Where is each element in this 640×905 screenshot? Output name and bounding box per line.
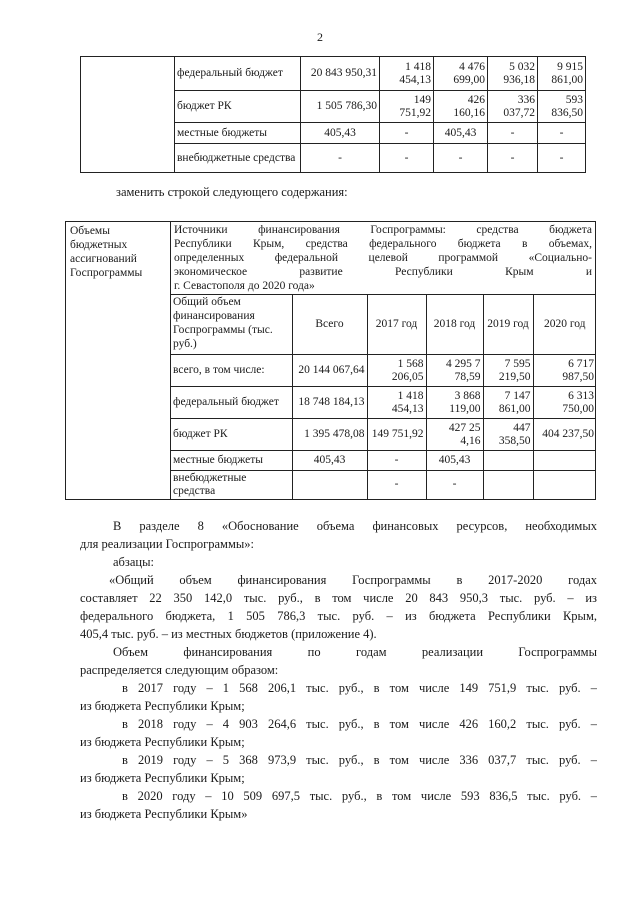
text-line: для реализации Госпрограммы»: bbox=[80, 537, 254, 551]
table-row bbox=[171, 387, 596, 419]
total-cell: 20 144 067,64 bbox=[292, 355, 367, 387]
text-line: в 2017 году – 1 568 206,1 тыс. руб., в том числе 149 751,9 тыс. руб. – bbox=[122, 681, 597, 695]
table-header-row bbox=[171, 295, 596, 355]
source-label: федеральный бюджет bbox=[171, 387, 292, 419]
year-cell: 1 418 454,13 bbox=[367, 387, 426, 419]
total-cell: 18 748 184,13 bbox=[292, 387, 367, 419]
source-label: местные бюджеты bbox=[175, 123, 301, 144]
sources-line: Республики Крым, средства федерального бюджета в объемах, bbox=[174, 238, 592, 250]
text-line: федерального бюджета, 1 505 786,3 тыс. руб. – из бюджета Республики Крым, bbox=[80, 609, 597, 623]
year-cell: 405,43 bbox=[434, 123, 488, 144]
total-cell: 1 395 478,08 bbox=[292, 419, 367, 451]
text-line: 405,4 тыс. руб. – из местных бюджетов (приложение 4). bbox=[80, 627, 377, 641]
body-text bbox=[80, 517, 597, 823]
total-cell: 20 843 950,31 bbox=[301, 57, 380, 91]
sources-line: Источники финансирования Госпрограммы: средства бюджета bbox=[174, 224, 592, 236]
table-row bbox=[171, 471, 596, 499]
old-funding-table bbox=[80, 56, 586, 173]
column-header-label: Общий объем финансирования Госпрограммы (тыс. руб.) bbox=[171, 295, 292, 355]
year-cell: - bbox=[538, 144, 586, 173]
text-line: из бюджета Республики Крым; bbox=[80, 735, 245, 749]
year-cell: 5 032 936,18 bbox=[488, 57, 538, 91]
total-cell: 405,43 bbox=[301, 123, 380, 144]
year-cell: - bbox=[538, 123, 586, 144]
sources-line: определенных федеральной целевой программой «Социально- bbox=[174, 252, 592, 264]
source-label: бюджет РК bbox=[171, 419, 292, 451]
source-label: федеральный бюджет bbox=[175, 57, 301, 91]
text-line: из бюджета Республики Крым; bbox=[80, 771, 245, 785]
year-cell: - bbox=[380, 123, 434, 144]
funding-breakdown-table bbox=[171, 294, 596, 499]
text-line: в 2019 году – 5 368 973,9 тыс. руб., в том числе 336 037,7 тыс. руб. – bbox=[122, 753, 597, 767]
year-cell: 1 568 206,05 bbox=[367, 355, 426, 387]
column-header-2019: 2019 год bbox=[483, 295, 533, 355]
year-cell: 7 595 219,50 bbox=[483, 355, 533, 387]
year-cell: - bbox=[380, 144, 434, 173]
total-cell: 1 505 786,30 bbox=[301, 91, 380, 123]
page-number: 2 bbox=[317, 30, 323, 44]
text-line: в 2020 году – 10 509 697,5 тыс. руб., в том числе 593 836,5 тыс. руб. – bbox=[122, 789, 597, 803]
column-header-total: Всего bbox=[292, 295, 367, 355]
year-cell bbox=[533, 451, 596, 471]
source-label: внебюджетные средства bbox=[171, 471, 292, 499]
year-cell: 3 868 119,00 bbox=[426, 387, 483, 419]
year-cell: 7 147 861,00 bbox=[483, 387, 533, 419]
year-cell: 404 237,50 bbox=[533, 419, 596, 451]
year-cell: 4 295 7 78,59 bbox=[426, 355, 483, 387]
column-header-2017: 2017 год bbox=[367, 295, 426, 355]
text-line: Объем финансирования по годам реализации Госпрограммы bbox=[113, 645, 597, 659]
source-label: местные бюджеты bbox=[171, 451, 292, 471]
year-cell: 6 313 750,00 bbox=[533, 387, 596, 419]
funding-sources bbox=[171, 222, 595, 294]
text-line: из бюджета Республики Крым; bbox=[80, 699, 245, 713]
year-cell: 426 160,16 bbox=[434, 91, 488, 123]
year-cell: - bbox=[488, 144, 538, 173]
total-cell: 405,43 bbox=[292, 451, 367, 471]
sources-line: г. Севастополя до 2020 года» bbox=[174, 280, 315, 292]
column-header-2020: 2020 год bbox=[533, 295, 596, 355]
year-cell: 405,43 bbox=[426, 451, 483, 471]
table-row bbox=[171, 355, 596, 387]
funding-details-cell bbox=[171, 222, 596, 500]
year-cell: 447 358,50 bbox=[483, 419, 533, 451]
year-cell: - bbox=[488, 123, 538, 144]
source-label: внебюджетные средства bbox=[175, 144, 301, 173]
year-cell: - bbox=[367, 471, 426, 499]
year-cell: - bbox=[434, 144, 488, 173]
year-cell: - bbox=[426, 471, 483, 499]
year-cell bbox=[483, 471, 533, 499]
empty-cell bbox=[81, 57, 175, 173]
year-cell: 6 717 987,50 bbox=[533, 355, 596, 387]
year-cell: 4 476 699,00 bbox=[434, 57, 488, 91]
year-cell bbox=[533, 471, 596, 499]
table-row bbox=[171, 451, 596, 471]
table-row bbox=[171, 419, 596, 451]
year-cell: 149 751,92 bbox=[367, 419, 426, 451]
text-line: составляет 22 350 142,0 тыс. руб., в том числе 20 843 950,3 тыс. руб. – из bbox=[80, 591, 597, 605]
year-cell: 336 037,72 bbox=[488, 91, 538, 123]
text-line: «Общий объем финансирования Госпрограммы в 2017-2020 годах bbox=[109, 573, 597, 587]
sources-line: экономическое развитие Республики Крым и bbox=[174, 266, 592, 278]
total-cell: - bbox=[301, 144, 380, 173]
year-cell: 149 751,92 bbox=[380, 91, 434, 123]
year-cell: 9 915 861,00 bbox=[538, 57, 586, 91]
column-header-2018: 2018 год bbox=[426, 295, 483, 355]
table-row bbox=[81, 57, 586, 91]
year-cell: - bbox=[367, 451, 426, 471]
year-cell: 593 836,50 bbox=[538, 91, 586, 123]
text-line: из бюджета Республики Крым» bbox=[80, 807, 248, 821]
source-label: всего, в том числе: bbox=[171, 355, 292, 387]
year-cell: 427 25 4,16 bbox=[426, 419, 483, 451]
year-cell: 1 418 454,13 bbox=[380, 57, 434, 91]
total-cell bbox=[292, 471, 367, 499]
text-line: абзацы: bbox=[113, 555, 154, 569]
text-line: распределяется следующим образом: bbox=[80, 663, 279, 677]
funding-header-label: Объемы бюджетных ассигнований Госпрограммы bbox=[66, 222, 171, 500]
year-cell bbox=[483, 451, 533, 471]
text-line: в 2018 году – 4 903 264,6 тыс. руб., в том числе 426 160,2 тыс. руб. – bbox=[122, 717, 597, 731]
text-line: В разделе 8 «Обоснование объема финансовых ресурсов, необходимых bbox=[113, 519, 597, 533]
source-label: бюджет РК bbox=[175, 91, 301, 123]
replace-instruction: заменить строкой следующего содержания: bbox=[116, 185, 348, 199]
new-funding-table bbox=[65, 221, 596, 500]
